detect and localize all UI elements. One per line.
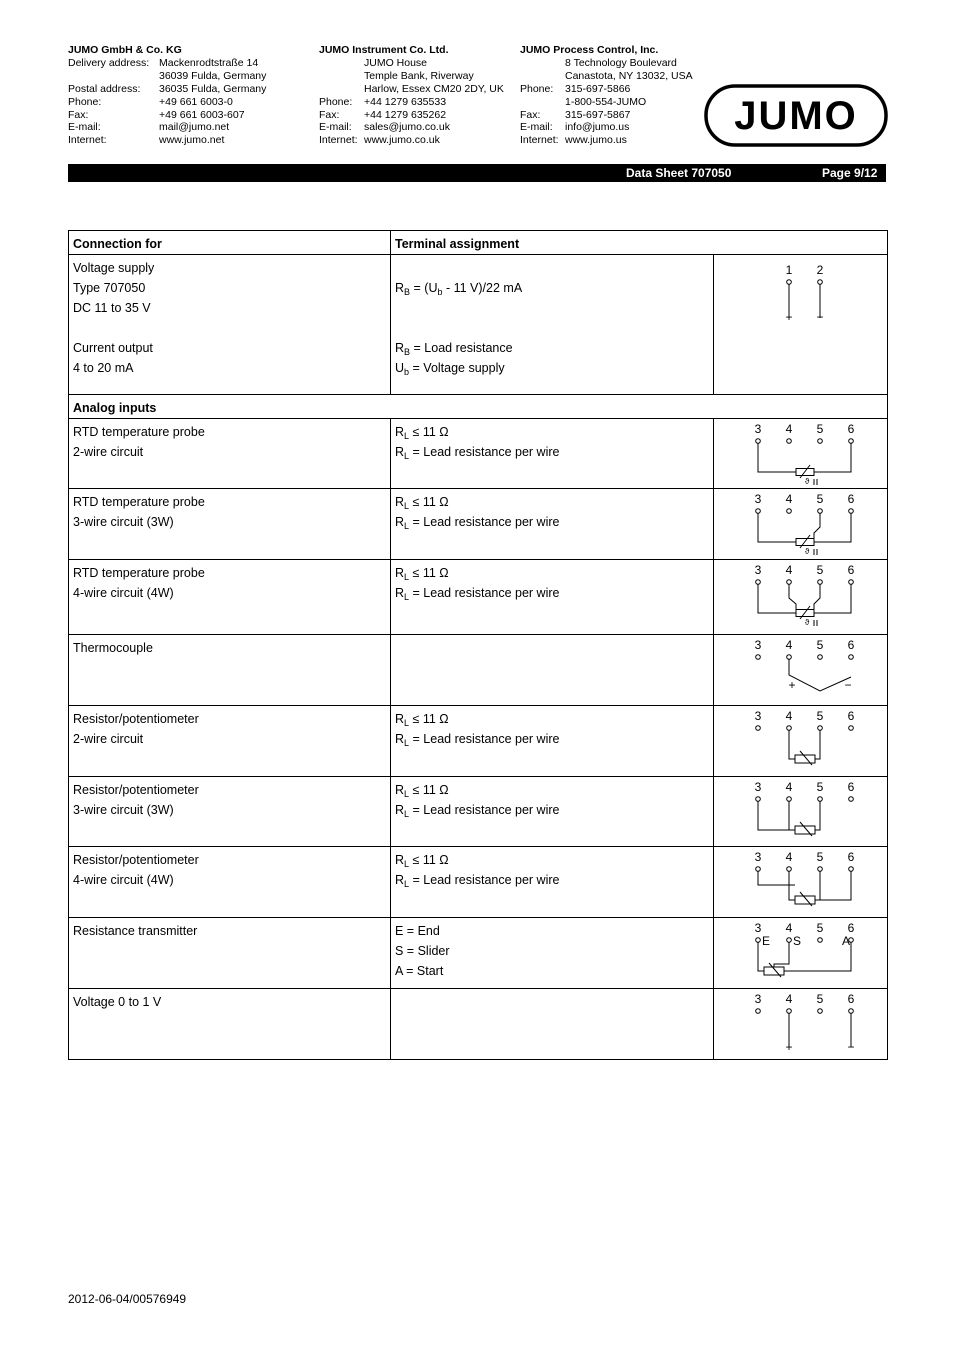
company-name: JUMO Instrument Co. Ltd. [319, 44, 449, 56]
address-row [68, 121, 266, 134]
lead-resistance-definition: $R_L$ = Lead resistance per wire [395, 445, 560, 461]
rtd-symbol: ϑ [804, 477, 810, 486]
wiring-diagram-rtd3 [714, 489, 888, 558]
wire [789, 584, 796, 613]
wire [814, 513, 820, 542]
lead-resistance-definition: $R_L$ = Lead resistance per wire [395, 803, 560, 819]
ub-definition: $U_b$ = Voltage supply [395, 361, 505, 377]
terminal-circle [818, 580, 823, 585]
cell-line: Voltage supply [73, 261, 155, 275]
cell-line: 3-wire circuit (3W) [73, 803, 174, 817]
terminal-circle [849, 439, 854, 444]
terminal-circle [756, 797, 761, 802]
column-header-terminal: Terminal assignment [391, 231, 888, 255]
lead-resistance-definition: $R_L$ = Lead resistance per wire [395, 586, 560, 602]
table-row-voltage-supply [69, 255, 888, 395]
address-row [68, 134, 266, 147]
terminal-number: 4 [785, 422, 793, 436]
terminal-circle [787, 1009, 792, 1014]
address-row [319, 70, 504, 83]
terminal-number: 5 [816, 638, 824, 652]
terminal-number: 3 [754, 921, 762, 935]
analog-inputs-header-row [69, 395, 888, 419]
wiring-diagram-rtd4 [714, 560, 888, 633]
address-label: Phone: [520, 82, 554, 95]
table-header-row [69, 231, 888, 255]
lead-resistance-limit: $R_L \le 11$ Ω [395, 712, 449, 728]
terminal-cell [391, 989, 714, 1060]
address-row [520, 96, 693, 109]
address-label: Phone: [68, 95, 102, 108]
cell-line: 2-wire circuit [73, 445, 144, 459]
datasheet-label: Data Sheet 707050 [626, 166, 732, 180]
connection-cell [69, 489, 391, 560]
address-row [68, 109, 266, 122]
address-row [319, 121, 504, 134]
cell-line: DC 11 to 35 V [73, 301, 151, 315]
terminal-number: 3 [754, 638, 762, 652]
connection-table [68, 230, 888, 1060]
terminal-number: 2 [816, 263, 824, 277]
connection-cell [69, 419, 391, 489]
diagram-cell [714, 777, 888, 847]
company-address-uk [319, 44, 504, 147]
wire [758, 513, 796, 542]
address-label: E-mail: [68, 121, 101, 134]
table-row-rtd3 [69, 489, 888, 560]
address-value: 1-800-554-JUMO [565, 95, 647, 108]
terminal-number: 4 [785, 638, 793, 652]
terminal-letter: E [761, 934, 771, 948]
address-label: Internet: [520, 134, 559, 147]
terminal-cell [391, 489, 714, 560]
cell-line: Resistor/potentiometer [73, 853, 199, 867]
lead-resistance-limit: $R_L \le 11$ Ω [395, 425, 449, 441]
terminal-circle [787, 797, 792, 802]
terminal-number: 3 [754, 563, 762, 577]
terminal-letter: S [792, 934, 802, 948]
address-value: +49 661 6003-0 [159, 95, 233, 108]
polarity-plus: + [788, 678, 796, 692]
terminal-letter: A [841, 934, 851, 948]
address-row [520, 70, 693, 83]
wire [815, 871, 820, 900]
address-row [68, 70, 266, 83]
terminal-number: 3 [754, 709, 762, 723]
terminal-label: A = Start [395, 964, 444, 978]
polarity-minus: − [816, 310, 824, 324]
rtd-symbol: ϑ [804, 618, 810, 627]
terminal-circle [787, 867, 792, 872]
address-label: E-mail: [319, 121, 352, 134]
cell-line [73, 318, 386, 338]
polarity-minus: − [847, 1040, 855, 1054]
cell-line: Voltage 0 to 1 V [73, 995, 162, 1009]
wiring-diagram-rt [714, 918, 888, 987]
address-row [520, 83, 693, 96]
address-label: Fax: [319, 108, 340, 121]
page-number: Page 9/12 [822, 166, 878, 180]
analog-inputs-heading: Analog inputs [69, 395, 888, 419]
address-value: www.jumo.us [565, 134, 627, 147]
address-value: 315-697-5867 [565, 108, 631, 121]
terminal-number: 3 [754, 850, 762, 864]
terminal-number: 5 [816, 709, 824, 723]
cell-line: 4-wire circuit (4W) [73, 873, 174, 887]
terminal-cell [391, 706, 714, 777]
diagram-cell [714, 489, 888, 560]
terminal-cell [391, 255, 714, 395]
terminal-number: 5 [816, 780, 824, 794]
terminal-circle [849, 867, 854, 872]
terminal-number: 5 [816, 850, 824, 864]
address-label: Postal address: [68, 82, 141, 95]
logo-text: JUMO [734, 94, 858, 138]
diagram-cell [714, 635, 888, 706]
terminal-number: 6 [847, 492, 855, 506]
wiring-diagram-volt [714, 989, 888, 1058]
company-address-usa [520, 44, 693, 147]
terminal-circle [849, 580, 854, 585]
cell-line: RTD temperature probe [73, 566, 205, 580]
address-value: 36039 Fulda, Germany [159, 69, 267, 82]
table-row-pot3 [69, 777, 888, 847]
wire [815, 730, 820, 759]
terminal-circle [756, 726, 761, 731]
cell-line: Resistor/potentiometer [73, 712, 199, 726]
terminal-circle [849, 726, 854, 731]
terminal-cell [391, 777, 714, 847]
cell-line: Current output [73, 341, 153, 355]
supply-formula: $R_B = (U_b - 11$ V)/22 mA [395, 281, 523, 297]
address-row [520, 57, 693, 70]
wiring-diagram-pot3 [714, 777, 888, 845]
terminal-circle [787, 439, 792, 444]
connection-cell [69, 635, 391, 706]
address-value: +44 1279 635533 [364, 95, 447, 108]
terminal-circle [756, 1009, 761, 1014]
address-value: Canastota, NY 13032, USA [565, 69, 693, 82]
terminal-circle [849, 1009, 854, 1014]
lead-resistance-definition: $R_L$ = Lead resistance per wire [395, 515, 560, 531]
address-value: sales@jumo.co.uk [364, 121, 450, 134]
terminal-number: 4 [785, 921, 793, 935]
address-value: 36035 Fulda, Germany [159, 82, 267, 95]
document-footer: 2012-06-04/00576949 [68, 1292, 187, 1306]
wiring-diagram-pot4 [714, 847, 888, 916]
terminal-number: 3 [754, 780, 762, 794]
connection-cell [69, 777, 391, 847]
address-label: Delivery address: [68, 56, 150, 69]
address-row [319, 83, 504, 96]
terminal-number: 5 [816, 492, 824, 506]
address-row [319, 57, 504, 70]
wiring-diagram-tc [714, 635, 888, 704]
connection-cell [69, 706, 391, 777]
terminal-circle [756, 439, 761, 444]
address-row [68, 83, 266, 96]
wire [815, 801, 820, 830]
terminal-number: 6 [847, 780, 855, 794]
diagram-cell [714, 419, 888, 489]
terminal-circle [787, 938, 792, 943]
terminal-number: 5 [816, 422, 824, 436]
table-row-pot4 [69, 847, 888, 918]
rb-definition: $R_B$ = Load resistance [395, 341, 513, 357]
terminal-number: 6 [847, 921, 855, 935]
terminal-circle [849, 509, 854, 514]
address-row [319, 134, 504, 147]
terminal-circle [818, 867, 823, 872]
connection-cell [69, 989, 391, 1060]
terminal-number: 4 [785, 850, 793, 864]
address-value: +49 661 6003-607 [159, 108, 245, 121]
terminal-cell [391, 635, 714, 706]
address-value: +44 1279 635262 [364, 108, 447, 121]
cell-line: Thermocouple [73, 641, 153, 655]
terminal-number: 4 [785, 780, 793, 794]
connection-cell [69, 847, 391, 918]
wiring-diagram-rtd2 [714, 419, 888, 487]
cell-line: RTD temperature probe [73, 495, 205, 509]
polarity-plus: + [785, 310, 793, 324]
terminal-number: 6 [847, 992, 855, 1006]
terminal-circle [787, 280, 792, 285]
connection-cell [69, 255, 391, 395]
address-value: www.jumo.net [159, 134, 225, 147]
table-row-tc [69, 635, 888, 706]
terminal-circle [818, 938, 823, 943]
terminal-cell [391, 918, 714, 989]
terminal-circle [818, 655, 823, 660]
jumo-logo [704, 84, 888, 147]
address-value: mail@jumo.net [159, 121, 230, 134]
cell-line: Resistor/potentiometer [73, 783, 199, 797]
table-row-volt [69, 989, 888, 1060]
address-label: Fax: [520, 108, 541, 121]
address-row [68, 57, 266, 70]
lead-resistance-limit: $R_L \le 11$ Ω [395, 783, 449, 799]
diagram-cell [714, 918, 888, 989]
rtd-symbol: ϑ [804, 547, 810, 556]
address-row [520, 121, 693, 134]
terminal-circle [849, 655, 854, 660]
terminal-cell [391, 419, 714, 489]
terminal-number: 3 [754, 992, 762, 1006]
address-value: JUMO House [364, 56, 428, 69]
table-row-rtd4 [69, 560, 888, 635]
wire [814, 584, 820, 613]
terminal-number: 5 [816, 992, 824, 1006]
terminal-number: 6 [847, 709, 855, 723]
cell-line: 4 to 20 mA [73, 361, 134, 375]
terminal-circle [787, 580, 792, 585]
address-label: Internet: [68, 134, 107, 147]
terminal-cell [391, 847, 714, 918]
diagram-cell [714, 706, 888, 777]
terminal-number: 3 [754, 492, 762, 506]
terminal-circle [756, 580, 761, 585]
wire [774, 942, 789, 967]
address-row [319, 96, 504, 109]
terminal-circle [787, 655, 792, 660]
address-value: info@jumo.us [565, 121, 630, 134]
table-row-pot2 [69, 706, 888, 777]
diagram-cell [714, 847, 888, 918]
wire [758, 443, 796, 472]
address-value: 8 Technology Boulevard [565, 56, 677, 69]
address-value: www.jumo.co.uk [364, 134, 440, 147]
lead-resistance-limit: $R_L \le 11$ Ω [395, 853, 449, 869]
diagram-cell [714, 989, 888, 1060]
terminal-circle [787, 726, 792, 731]
cell-line: 3-wire circuit (3W) [73, 515, 174, 529]
table-row-rtd2 [69, 419, 888, 489]
terminal-circle [818, 797, 823, 802]
diagram-cell [714, 560, 888, 635]
company-name: JUMO GmbH & Co. KG [68, 44, 182, 56]
cell-line: 2-wire circuit [73, 732, 144, 746]
terminal-number: 4 [785, 563, 793, 577]
cell-line: 4-wire circuit (4W) [73, 586, 174, 600]
cell-line: Type 707050 [73, 281, 146, 295]
column-header-connection: Connection for [69, 231, 391, 255]
address-label: E-mail: [520, 121, 553, 134]
terminal-circle [818, 280, 823, 285]
terminal-number: 4 [785, 992, 793, 1006]
terminal-circle [756, 509, 761, 514]
address-value: Temple Bank, Riverway [364, 69, 474, 82]
address-value: Harlow, Essex CM20 2DY, UK [364, 82, 504, 95]
thermocouple-wire [789, 659, 851, 691]
address-row [68, 96, 266, 109]
terminal-number: 1 [785, 263, 793, 277]
terminal-number: 6 [847, 850, 855, 864]
terminal-number: 5 [816, 921, 824, 935]
terminal-circle [756, 655, 761, 660]
terminal-circle [818, 1009, 823, 1014]
terminal-circle [818, 726, 823, 731]
terminal-label: S = Slider [395, 944, 450, 958]
lead-resistance-definition: $R_L$ = Lead resistance per wire [395, 732, 560, 748]
cell-line: Resistance transmitter [73, 924, 198, 938]
address-row [520, 134, 693, 147]
terminal-circle [818, 439, 823, 444]
terminal-number: 6 [847, 422, 855, 436]
terminal-circle [756, 938, 761, 943]
terminal-circle [756, 867, 761, 872]
diagram-cell [714, 255, 888, 395]
connection-cell [69, 560, 391, 635]
company-address-germany [68, 44, 266, 147]
address-row [319, 109, 504, 122]
connection-cell [69, 918, 391, 989]
address-value: Mackenrodtstraße 14 [159, 56, 259, 69]
company-name: JUMO Process Control, Inc. [520, 44, 659, 56]
lead-resistance-limit: $R_L \le 11$ Ω [395, 566, 449, 582]
wire [814, 443, 851, 472]
address-label: Internet: [319, 134, 358, 147]
wiring-diagram-supply [714, 255, 888, 393]
terminal-number: 3 [754, 422, 762, 436]
header-bar [68, 164, 886, 182]
terminal-number: 6 [847, 638, 855, 652]
address-label: Phone: [319, 95, 353, 108]
address-value: 315-697-5866 [565, 82, 631, 95]
polarity-minus: − [844, 678, 852, 692]
terminal-circle [787, 509, 792, 514]
polarity-plus: + [785, 1040, 793, 1054]
wiring-diagram-pot2 [714, 706, 888, 775]
terminal-label: E = End [395, 924, 440, 938]
terminal-number: 5 [816, 563, 824, 577]
wire [789, 730, 795, 759]
table-row-rt [69, 918, 888, 989]
terminal-number: 4 [785, 709, 793, 723]
address-label: Fax: [68, 108, 89, 121]
terminal-circle [818, 509, 823, 514]
address-row [520, 109, 693, 122]
terminal-circle [849, 797, 854, 802]
lead-resistance-definition: $R_L$ = Lead resistance per wire [395, 873, 560, 889]
lead-resistance-limit: $R_L \le 11$ Ω [395, 495, 449, 511]
terminal-cell [391, 560, 714, 635]
terminal-number: 6 [847, 563, 855, 577]
cell-line: RTD temperature probe [73, 425, 205, 439]
terminal-number: 4 [785, 492, 793, 506]
